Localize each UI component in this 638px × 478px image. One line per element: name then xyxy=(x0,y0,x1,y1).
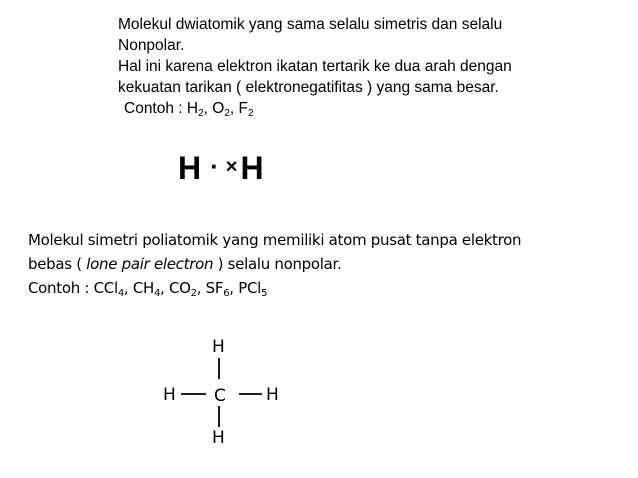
methane-center-c: C xyxy=(214,386,226,406)
lone-pair-term: lone pair electron xyxy=(86,255,214,273)
diatomic-line-4: kekuatan tarikan ( elektronegatifitas ) yang sama besar. xyxy=(118,79,499,96)
line2-end: ) selalu nonpolar. xyxy=(213,255,342,273)
diatomic-line-3: Hal ini karena elektron ikatan tertarik ke dua arah dengan xyxy=(118,58,512,75)
example-prefix: Contoh : H xyxy=(124,100,199,117)
example-f: , F xyxy=(229,100,248,117)
lewis-cross-electron: × xyxy=(225,156,239,178)
ccl-subscript: 4 xyxy=(117,288,124,299)
line2-start: bebas ( xyxy=(28,255,87,273)
pcl-subscript: 5 xyxy=(261,288,268,299)
f-subscript: 2 xyxy=(248,108,254,119)
methane-bottom-h: H xyxy=(212,428,225,448)
lewis-dot-electron: · xyxy=(210,151,220,181)
example-o: , O xyxy=(203,100,225,117)
example-sf: , SF xyxy=(196,279,224,297)
ch-subscript: 4 xyxy=(153,288,161,299)
lewis-left-atom: H xyxy=(178,150,203,186)
o-subscript: 2 xyxy=(224,108,230,119)
methane-top-h: H xyxy=(212,337,225,357)
methane-right-h: H xyxy=(266,385,279,405)
diatomic-line-1: Molekul dwiatomik yang sama selalu simetris dan selalu xyxy=(118,16,503,33)
methane-left-h: H xyxy=(163,385,176,405)
polyatomic-line-1: Molekul simetri poliatomik yang memiliki atom pusat tanpa elektron xyxy=(28,231,522,249)
h-subscript: 2 xyxy=(198,108,204,119)
example-pcl: , PCl xyxy=(229,279,262,297)
sf-subscript: 6 xyxy=(223,288,230,299)
example-ccl: Contoh : CCl xyxy=(28,279,118,297)
example-co: , CO xyxy=(160,279,191,297)
example-ch: , CH xyxy=(123,279,154,297)
lewis-right-atom: H xyxy=(240,150,265,186)
co-subscript: 2 xyxy=(190,288,197,299)
diatomic-line-2: Nonpolar. xyxy=(118,37,185,54)
